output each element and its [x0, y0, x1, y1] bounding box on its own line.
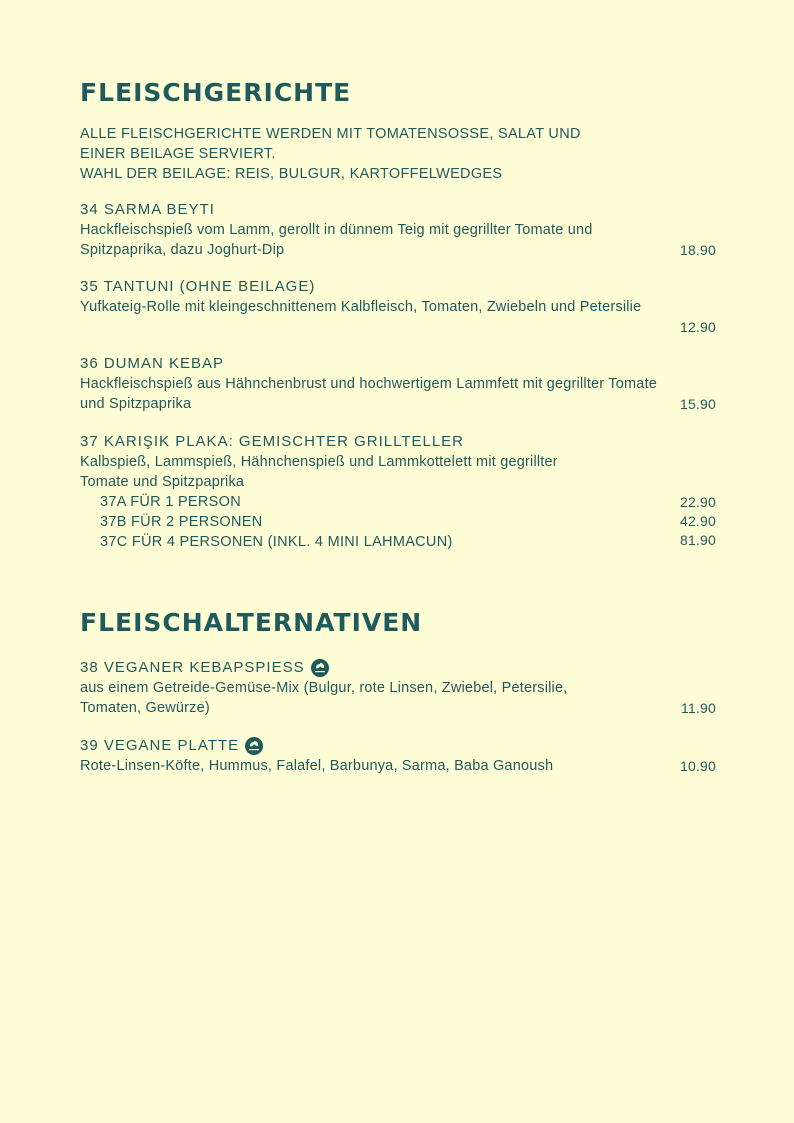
- dish-title: 39 VEGANE PLATTE: [80, 737, 240, 754]
- dish-title: 34 SARMA BEYTI: [80, 201, 215, 218]
- dish-price: 12.90: [679, 319, 716, 335]
- dish-option-label: 37C FÜR 4 PERSONEN (INKL. 4 MINI LAHMACUN): [100, 534, 453, 550]
- dish-option-label: 37B FÜR 2 PERSONEN: [100, 514, 263, 530]
- vegan-leaf-icon: [311, 659, 329, 677]
- dish-option-price: 81.90: [679, 532, 716, 548]
- intro-line: ALLE FLEISCHGERICHTE WERDEN MIT TOMATENSOSSE, SALAT UND: [80, 126, 581, 142]
- dish-title: 35 TANTUNI (OHNE BEILAGE): [80, 278, 316, 295]
- dish-39: [80, 736, 716, 776]
- vegan-leaf-icon: [245, 737, 263, 755]
- dish-35: [80, 277, 716, 335]
- section-title-alternatives: FLEISCHALTERNATIVEN: [80, 608, 423, 637]
- intro-line: WAHL DER BEILAGE: REIS, BULGUR, KARTOFFELWEDGES: [80, 166, 503, 182]
- dish-description: Hackfleischspieß aus Hähnchenbrust und hochwertigem Lammfett mit gegrillter Tomate und Spitzpaprika: [80, 376, 658, 412]
- dish-price: 18.90: [679, 242, 716, 258]
- intro-line: EINER BEILAGE SERVIERT.: [80, 146, 276, 162]
- dish-title: 36 DUMAN KEBAP: [80, 355, 225, 372]
- dish-option-price: 42.90: [679, 513, 716, 529]
- dish-title: 37 KARIŞIK PLAKA: GEMISCHTER GRILLTELLER: [80, 433, 465, 450]
- dish-title-row: [80, 736, 716, 756]
- dish-description: Yufkateig-Rolle mit kleingeschnittenem Kalbfleisch, Tomaten, Zwiebeln und Petersilie: [80, 299, 642, 315]
- dish-description: Kalbspieß, Lammspieß, Hähnchenspieß und Lammkottelett mit gegrillter Tomate und Spitzpaprika: [80, 454, 558, 490]
- dish-description: Rote-Linsen-Köfte, Hummus, Falafel, Barbunya, Sarma, Baba Ganoush: [80, 758, 554, 774]
- dish-price: 11.90: [681, 700, 716, 716]
- dish-description: Hackfleischspieß vom Lamm, gerollt in dünnem Teig mit gegrillter Tomate und Spitzpaprika, dazu Joghurt-Dip: [80, 222, 593, 258]
- dish-option-label: 37A FÜR 1 PERSON: [100, 494, 241, 510]
- dish-title: 38 VEGANER KEBAPSPIESS: [80, 659, 305, 676]
- dish-price: 15.90: [679, 396, 716, 412]
- dish-37: [80, 432, 716, 550]
- dish-price: 10.90: [679, 758, 716, 774]
- section-title-meat: FLEISCHGERICHTE: [80, 78, 352, 107]
- dish-option-price: 22.90: [679, 494, 716, 510]
- dish-34: [80, 200, 716, 260]
- dish-description: aus einem Getreide-Gemüse-Mix (Bulgur, rote Linsen, Zwiebel, Petersilie, Tomaten, Gewürze): [80, 680, 568, 716]
- meat-intro: [80, 124, 581, 184]
- dish-36: [80, 354, 716, 414]
- dish-38: [80, 658, 716, 718]
- dish-title-row: [80, 658, 716, 678]
